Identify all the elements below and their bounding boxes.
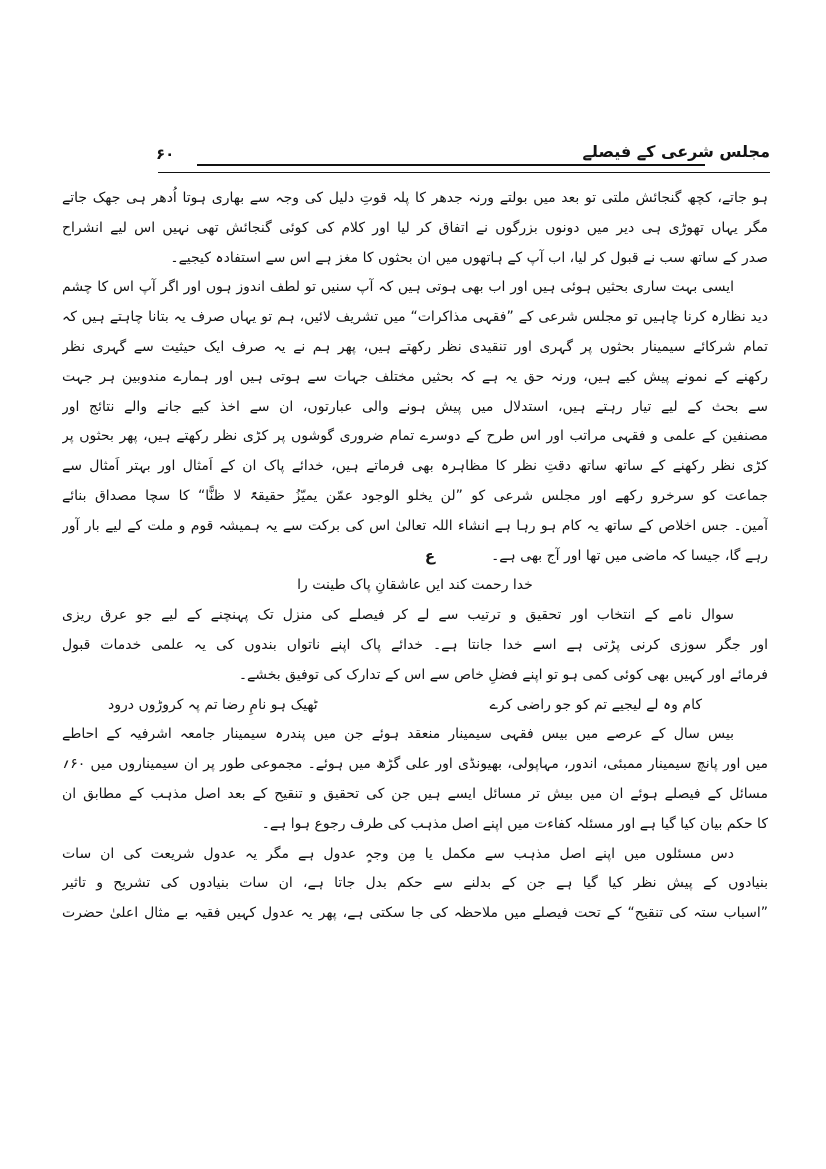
text-line: ”اسباب ستہ کی تنقیح“ کے تحت فیصلے میں ملاحظہ کی جا سکتی ہے، پھر یہ عدول کہیں فقیہ بے مثال اعلیٰ حضرت: [62, 905, 768, 922]
text-line: کا حکم بیان کیا گیا ہے اور مسئلہ کفاءت میں اپنے اصل مذہب کی طرف رجوع ہوا ہے۔: [261, 815, 768, 832]
misra-marker: ع: [424, 546, 436, 565]
text-line-fragment: رہے گا، جیسا کہ ماضی میں تھا اور آج بھی ہے۔: [491, 547, 768, 564]
text-line: سوال نامے کے انتخاب اور تحقیق و ترتیب سے لے کر فیصلے کی منزل تک پہنچنے کے لیے جو عرق ریزی: [62, 607, 734, 624]
text-line: ایسی بہت ساری بحثیں ہوئی ہیں اور اب بھی ہوتی ہیں کہ آپ سنیں تو لطف اندوز ہوں اور اگر آپ اس کا چشم: [62, 279, 734, 296]
text-line: ہو جاتے، کچھ گنجائش ملتی تو بعد میں بولتے ورنہ جدھر کا پلہ قوتِ دلیل کی وجہ سے بھاری ہوتا اُدھر ہی جھک جاتے: [62, 190, 768, 206]
text-line: جماعت کو سرخرو رکھے اور مجلس شرعی کو ”لن یخلو الوجود عمّن یمیّزُ حقیقۃً لا ظنًّا“ کا سچا مصداق بنائے: [62, 487, 768, 504]
text-line: کڑی نظر رکھنے کے ساتھ ساتھ دقتِ نظر کا مظاہرہ بھی فرماتے ہیں، خدائے پاک ان کے اَمثال اور بہتر اَمثال سے: [62, 458, 768, 475]
running-header: [63, 141, 770, 181]
verse-line: خدا رحمت کند ایں عاشقانِ پاک طینت را: [297, 577, 533, 594]
verse-hemistich-first: کام وہ لے لیجیے تم کو جو راضی کرے: [489, 696, 702, 713]
text-line: مصنفین کے علمی و فقہی مراتب اور اس طرح کے دوسرے تمام ضروری گوشوں پر کڑی نظر رکھتے ہیں، پھر بحثوں پر: [62, 428, 768, 445]
text-line: میں اور پانچ سیمینار ممبئی، اندور، مہاپولی، بھیونڈی اور علی گڑھ میں ہوئے۔ مجموعی طور پر ان سیمیناروں میں ۶۰؍: [62, 756, 768, 773]
text-line: بنیادوں کے پیش نظر کیا گیا ہے جن کے بدلنے سے حکم بدل جاتا ہے، ان سات بنیادوں کی تشریح و تاثیر: [62, 875, 768, 892]
body-text: [62, 184, 768, 929]
text-line: اور جگر سوزی کرنی پڑتی ہے اسے خدا جانتا ہے۔ خدائے پاک اپنے ناتواں بندوں کی یہ علمی خدمات قبول: [62, 636, 768, 653]
text-line: [62, 542, 768, 572]
text-line: آمین۔ جس اخلاص کے ساتھ یہ کام ہو رہا ہے انشاء اللہ تعالیٰ اس کی برکت سے یہ ہمیشہ قوم و ملت کے لیے بار آور: [62, 517, 768, 534]
page-number: ۶۰: [156, 145, 175, 163]
text-line: فرمائے اور کہیں بھی کوئی کمی ہو تو اپنے فضلِ خاص سے اس کے تدارک کی توفیق بخشے۔: [238, 666, 768, 683]
header-rule-top: [197, 164, 705, 166]
text-line: تمام شرکائے سیمینار بحثوں پر گہری اور تنقیدی نظر رکھتے ہیں، پھر ہم نے یہ صرف ایک حیثیت سے گہری نظر: [62, 338, 768, 355]
text-line: دس مسئلوں میں اپنے اصل مذہب سے مکمل یا مِن وجہٍ عدول ہے مگر یہ عدول شریعت کی ان سات: [62, 845, 734, 862]
verse-hemistich-second: ٹھیک ہو نامِ رضا تم پہ کروڑوں درود: [108, 696, 318, 713]
text-line: دید نظارہ کرنا چاہیں تو مجلس شرعی کے ”فقہی مذاکرات“ میں تشریف لائیں، ہم تو یہاں صرف یہ بتانا چاہتے ہیں کہ: [62, 309, 768, 326]
text-line: صدر کے ساتھ سب نے قبول کر لیا، اب آپ کے ہاتھوں میں ان بحثوں کا مغز ہے اس سے استفادہ کیجیے۔: [170, 249, 768, 266]
text-line: سے بحث کے لیے تیار رہتے ہیں، استدلال میں پیش ہونے والی عبارتوں، ان سے اخذ کیے جانے والے نتائج اور: [62, 398, 768, 415]
text-line: مسائل کے فیصلے ہوئے ان میں بیش تر مسائل ایسے ہیں جن کی تحقیق و تنقیح کے بعد اصل مذہب کے مطابق ان: [62, 785, 768, 802]
text-line: مگر یہاں تھوڑی ہی دیر میں دونوں بزرگوں نے اتفاق کر لیا اور کلام کی کوئی گنجائش تھی نہیں اس لیے انشراح: [62, 219, 768, 236]
text-line: بیس سال کے عرصے میں بیس فقہی سیمینار منعقد ہوئے جن میں پندرہ سیمینار جامعہ اشرفیہ کے احاطے: [62, 726, 734, 743]
header-title: مجلس شرعی کے فیصلے: [582, 142, 770, 161]
text-line: رکھنے کے نمونے پیش کیے ہیں، ورنہ حق یہ ہے کہ بحثیں مختلف جہات سے ہوتی ہیں اور ہمارے مندوبین ہر جہت: [62, 368, 768, 385]
verse-line: [62, 691, 768, 721]
header-rule-bottom: [158, 172, 770, 173]
